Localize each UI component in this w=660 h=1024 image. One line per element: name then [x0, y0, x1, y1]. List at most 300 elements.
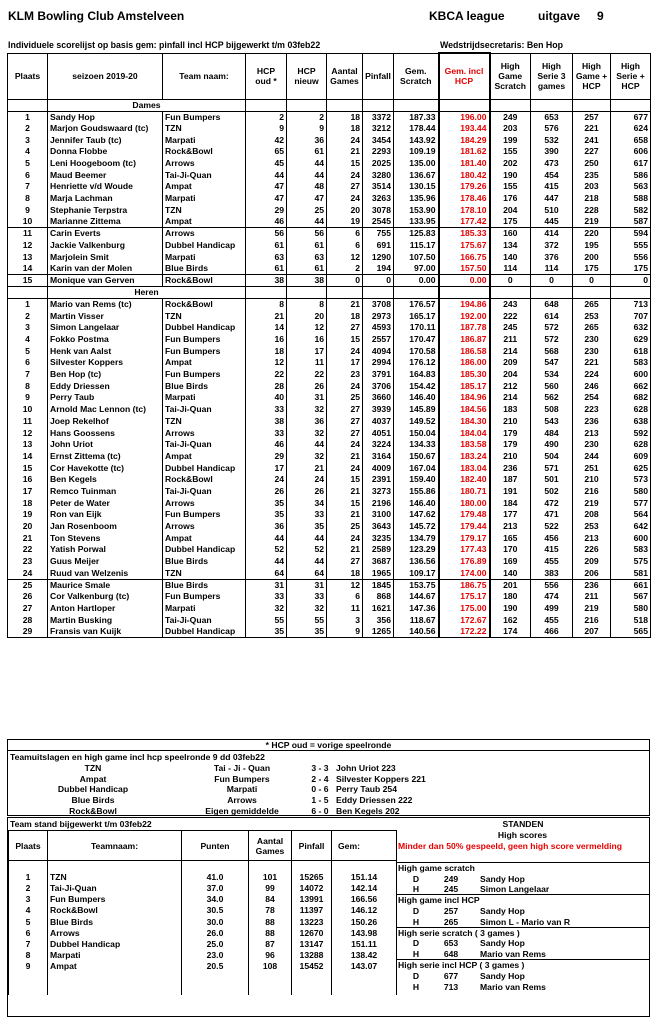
player-cell: 46	[246, 216, 287, 228]
player-cell: 28	[246, 380, 287, 392]
player-cell: 175	[611, 263, 651, 275]
high-scores-title: High scores	[497, 830, 548, 841]
standings-cell: 4	[9, 905, 48, 916]
col-header: HCP nieuw	[287, 53, 327, 99]
player-cell: 592	[611, 427, 651, 439]
player-cell: 206	[573, 567, 611, 579]
player-cell: 185.30	[439, 369, 490, 381]
player-cell: 134.79	[394, 532, 439, 544]
player-cell: 226	[573, 544, 611, 556]
player-cell: 588	[611, 193, 651, 205]
player-cell: 445	[531, 216, 573, 228]
player-cell: 3791	[363, 369, 394, 381]
standings-row	[9, 894, 397, 905]
standings-cell: 30.5	[182, 905, 249, 916]
player-cell: 27	[327, 322, 363, 334]
player-cell: 153.75	[394, 579, 439, 591]
player-cell: 556	[531, 579, 573, 591]
standings-row	[9, 883, 397, 894]
player-cell: 484	[531, 427, 573, 439]
player-cell: 45	[246, 158, 287, 170]
player-cell: Dubbel Handicap	[163, 626, 246, 638]
player-cell: Cor Valkenburg (tc)	[48, 591, 163, 603]
player-cell: 236	[573, 579, 611, 591]
player-cell: 24	[8, 567, 48, 579]
player-cell: 583	[611, 357, 651, 369]
player-cell: 624	[611, 123, 651, 135]
standings-row	[9, 872, 397, 883]
player-cell: 176.12	[394, 357, 439, 369]
secretary: Wedstrijdsecretaris: Ben Hop	[440, 40, 564, 50]
player-cell: 18	[327, 310, 363, 322]
player-cell: 210	[490, 451, 531, 463]
player-row	[8, 263, 651, 275]
player-cell: 177	[490, 509, 531, 521]
high-score-cell: H	[412, 948, 420, 959]
player-cell: Anton Hartloper	[48, 603, 163, 615]
league-title: KBCA league	[429, 9, 505, 23]
player-cell: Arrows	[163, 521, 246, 533]
player-cell: 12	[327, 251, 363, 263]
result-cell: Marpati	[226, 784, 258, 795]
player-cell: 254	[573, 392, 611, 404]
player-cell: 1965	[363, 567, 394, 579]
player-cell: 180.71	[439, 486, 490, 498]
player-row	[8, 404, 651, 416]
player-cell: 575	[611, 556, 651, 568]
player-cell: Donna Flobbe	[48, 146, 163, 158]
player-cell: 2	[327, 263, 363, 275]
player-cell: Arrows	[163, 228, 246, 240]
high-score-group-row	[396, 895, 649, 906]
standings-cell: Rock&Bowl	[48, 905, 182, 916]
standings-spacer	[292, 984, 332, 995]
player-cell: 216	[573, 486, 611, 498]
player-cell: Ampat	[163, 357, 246, 369]
player-cell: 140	[490, 251, 531, 263]
player-cell: 230	[573, 345, 611, 357]
player-cell: 194	[363, 263, 394, 275]
player-cell: Ampat	[163, 532, 246, 544]
player-cell: 47	[246, 193, 287, 205]
player-cell: 179.44	[439, 521, 490, 533]
result-cell: Tai - Ji - Quan	[213, 763, 271, 774]
high-score-cell: 249	[443, 873, 459, 884]
player-cell: 518	[611, 614, 651, 626]
section-spacer	[490, 99, 531, 111]
high-score-row	[396, 949, 649, 960]
standings-spacer-row	[9, 861, 397, 872]
player-cell: 22	[246, 369, 287, 381]
player-cell: 3235	[363, 532, 394, 544]
standings-spacer	[9, 861, 48, 872]
player-cell: 15	[327, 474, 363, 486]
player-cell: 143.92	[394, 134, 439, 146]
player-cell: Marjon Goudswaard (tc)	[48, 123, 163, 135]
player-cell: 210	[490, 416, 531, 428]
player-cell: 11	[8, 228, 48, 240]
player-cell: 3	[327, 614, 363, 626]
player-cell: 580	[611, 603, 651, 615]
player-cell: 186.87	[439, 334, 490, 346]
player-cell: 202	[490, 158, 531, 170]
player-cell: 24	[327, 380, 363, 392]
player-cell: 0	[490, 275, 531, 287]
player-cell: 499	[531, 603, 573, 615]
standings-cell: 8	[9, 950, 48, 961]
section-spacer	[531, 287, 573, 299]
player-cell: Cor Havekotte (tc)	[48, 462, 163, 474]
player-cell: 2	[287, 111, 327, 123]
individual-score-table	[7, 52, 651, 638]
player-cell: 167.04	[394, 462, 439, 474]
result-row	[8, 805, 484, 816]
high-score-row	[396, 981, 649, 992]
player-cell: 172.22	[439, 626, 490, 638]
result-cell: Arrows	[227, 795, 257, 806]
player-cell: 6	[327, 228, 363, 240]
player-cell: 236	[573, 416, 611, 428]
player-cell: 629	[611, 334, 651, 346]
player-cell: 21	[327, 146, 363, 158]
player-cell: 2994	[363, 357, 394, 369]
player-cell: 19	[8, 509, 48, 521]
section-spacer	[439, 287, 490, 299]
player-cell: 36	[287, 416, 327, 428]
player-cell: 17	[287, 345, 327, 357]
player-cell: 35	[287, 521, 327, 533]
result-row	[8, 774, 484, 785]
standings-cell: 5	[9, 916, 48, 927]
player-cell: 183.04	[439, 462, 490, 474]
player-cell: 219	[573, 216, 611, 228]
high-score-cell: Sandy Hop	[480, 938, 525, 949]
player-cell: 474	[531, 591, 573, 603]
player-cell: Marpati	[163, 392, 246, 404]
player-cell: 587	[611, 216, 651, 228]
player-cell: Marpati	[163, 603, 246, 615]
player-cell: 183	[490, 404, 531, 416]
player-cell: 97.00	[394, 263, 439, 275]
player-cell: 179.17	[439, 532, 490, 544]
player-row	[8, 380, 651, 392]
result-cell: Ben Kegels 202	[336, 805, 400, 816]
high-scores-note-row	[396, 841, 649, 852]
player-cell: 24	[327, 169, 363, 181]
player-cell: 183.24	[439, 451, 490, 463]
player-cell: Mario van Rems (tc)	[48, 299, 163, 311]
standings-row	[9, 950, 397, 961]
standings-table	[8, 830, 397, 995]
player-cell: 0.00	[394, 275, 439, 287]
result-cell: Blue Birds	[71, 795, 115, 806]
player-cell: 147.62	[394, 509, 439, 521]
player-cell: 230	[573, 334, 611, 346]
player-cell: 868	[363, 591, 394, 603]
player-cell: 472	[531, 497, 573, 509]
col-header: seizoen 2019-20	[48, 53, 163, 99]
standings-cell: 6	[9, 928, 48, 939]
player-cell: Rock&Bowl	[163, 275, 246, 287]
player-cell: 447	[531, 193, 573, 205]
player-cell: 31	[246, 579, 287, 591]
player-cell: 4	[8, 146, 48, 158]
player-cell: 184.30	[439, 416, 490, 428]
player-cell: Ben Kegels	[48, 474, 163, 486]
high-score-cell: H	[412, 884, 420, 895]
section-spacer	[573, 99, 611, 111]
player-cell: 23	[327, 369, 363, 381]
player-cell: Blue Birds	[163, 579, 246, 591]
player-cell: 52	[246, 544, 287, 556]
player-cell: 165.17	[394, 310, 439, 322]
player-cell: 390	[531, 146, 573, 158]
player-cell: 219	[573, 497, 611, 509]
player-cell: 642	[611, 521, 651, 533]
player-cell: 64	[287, 567, 327, 579]
standings-cell: 2	[9, 883, 48, 894]
player-cell: 179	[490, 427, 531, 439]
player-cell: 376	[531, 251, 573, 263]
standings-row	[9, 905, 397, 916]
player-cell: 200	[573, 251, 611, 263]
player-cell: 3263	[363, 193, 394, 205]
player-cell: 24	[246, 474, 287, 486]
player-cell: 563	[611, 181, 651, 193]
player-cell: 25	[8, 579, 48, 591]
player-cell: 1	[8, 111, 48, 123]
player-row	[8, 169, 651, 181]
player-cell: John Uriot	[48, 439, 163, 451]
player-cell: 159.40	[394, 474, 439, 486]
player-cell: 600	[611, 532, 651, 544]
player-cell: 250	[573, 158, 611, 170]
player-cell: 677	[611, 111, 651, 123]
player-cell: 356	[363, 614, 394, 626]
player-cell: 118.67	[394, 614, 439, 626]
player-cell: 27	[327, 416, 363, 428]
player-cell: 216	[573, 614, 611, 626]
standings-cell: 84	[249, 894, 292, 905]
player-cell: 181.40	[439, 158, 490, 170]
player-cell: 179.48	[439, 509, 490, 521]
player-cell: 24	[327, 439, 363, 451]
player-row	[8, 474, 651, 486]
player-cell: 46	[246, 439, 287, 451]
player-cell: 1265	[363, 626, 394, 638]
player-cell: Karin van der Molen	[48, 263, 163, 275]
standings-spacer-row	[9, 972, 397, 983]
player-cell: 4	[8, 334, 48, 346]
high-score-cell: 713	[443, 981, 459, 992]
player-cell: Guus Meijer	[48, 556, 163, 568]
player-cell: 123.29	[394, 544, 439, 556]
high-score-group-label: High serie scratch ( 3 games )	[396, 927, 649, 938]
high-score-cell: 265	[443, 916, 459, 927]
player-cell: 28	[8, 614, 48, 626]
player-cell: 213	[573, 532, 611, 544]
standings-spacer	[292, 972, 332, 983]
standings-row	[9, 961, 397, 972]
player-cell: Martin Visser	[48, 310, 163, 322]
result-cell: Rock&Bowl	[69, 805, 117, 816]
player-cell: Fun Bumpers	[163, 591, 246, 603]
player-cell: 219	[573, 603, 611, 615]
player-cell: Fun Bumpers	[163, 509, 246, 521]
player-cell: 2973	[363, 310, 394, 322]
player-cell: 543	[531, 416, 573, 428]
player-cell: 0	[573, 275, 611, 287]
player-cell: 186.58	[439, 345, 490, 357]
section-spacer	[573, 287, 611, 299]
section-spacer	[8, 287, 48, 299]
player-row	[8, 299, 651, 311]
player-row	[8, 497, 651, 509]
player-cell: Hans Goossens	[48, 427, 163, 439]
section-spacer	[363, 99, 394, 111]
high-scores-gap	[396, 852, 649, 863]
player-cell: 172.67	[439, 614, 490, 626]
standings-cell: 88	[249, 916, 292, 927]
player-cell: 136.67	[394, 169, 439, 181]
player-cell: 18	[246, 345, 287, 357]
player-cell: 244	[573, 451, 611, 463]
player-cell: 4009	[363, 462, 394, 474]
player-cell: Martin Busking	[48, 614, 163, 626]
player-cell: 146.40	[394, 497, 439, 509]
player-cell: 44	[287, 169, 327, 181]
player-cell: 466	[531, 626, 573, 638]
player-cell: Dubbel Handicap	[163, 462, 246, 474]
player-cell: 145.89	[394, 404, 439, 416]
player-cell: 1290	[363, 251, 394, 263]
high-score-group-label: High game scratch	[396, 862, 649, 873]
player-cell: 14	[246, 322, 287, 334]
player-cell: 135.00	[394, 158, 439, 170]
player-cell: 140	[490, 567, 531, 579]
high-score-cell: D	[412, 938, 420, 949]
standings-spacer	[182, 972, 249, 983]
player-row	[8, 603, 651, 615]
standings-cell: 11397	[292, 905, 332, 916]
player-cell: 114	[490, 263, 531, 275]
player-row	[8, 357, 651, 369]
player-cell: 3514	[363, 181, 394, 193]
player-cell: 192.00	[439, 310, 490, 322]
player-row	[8, 111, 651, 123]
col-header: High Serie 3 games	[531, 53, 573, 99]
player-cell: 2	[246, 111, 287, 123]
player-cell: 3078	[363, 205, 394, 217]
player-cell: 204	[490, 205, 531, 217]
player-cell: 10	[8, 404, 48, 416]
player-cell: 21	[327, 299, 363, 311]
header-row	[8, 53, 651, 99]
player-cell: Leni Hoogeboom (tc)	[48, 158, 163, 170]
player-cell: Ruud van Welzenis	[48, 567, 163, 579]
player-cell: 555	[611, 240, 651, 252]
player-cell: 42	[246, 134, 287, 146]
standings-row	[9, 939, 397, 950]
player-cell: 195	[573, 240, 611, 252]
player-cell: 1	[8, 299, 48, 311]
standings-spacer	[249, 861, 292, 872]
standings-col-header: Punten	[182, 831, 249, 861]
player-cell: 583	[611, 544, 651, 556]
high-score-cell: Sandy Hop	[480, 970, 525, 981]
player-cell: Rock&Bowl	[163, 146, 246, 158]
player-cell: 24	[327, 193, 363, 205]
high-score-cell: Sandy Hop	[480, 905, 525, 916]
player-cell: 177.43	[439, 544, 490, 556]
standen-title: STANDEN	[502, 819, 544, 829]
player-cell: 174.00	[439, 567, 490, 579]
results-table	[8, 763, 484, 816]
high-score-cell: Simon L - Mario van R	[480, 916, 571, 927]
player-cell: 184.04	[439, 427, 490, 439]
player-cell: Marpati	[163, 251, 246, 263]
player-cell: 199	[490, 134, 531, 146]
player-cell: 21	[246, 310, 287, 322]
player-cell: 135.96	[394, 193, 439, 205]
player-row	[8, 509, 651, 521]
player-cell: 682	[611, 392, 651, 404]
player-cell: 582	[611, 205, 651, 217]
player-cell: 31	[287, 579, 327, 591]
player-row	[8, 439, 651, 451]
player-cell: 653	[531, 111, 573, 123]
player-cell: Eddy Driessen	[48, 380, 163, 392]
result-cell: 2 - 4	[311, 773, 329, 784]
player-cell: 9	[327, 626, 363, 638]
standings-cell: 108	[249, 961, 292, 972]
standings-spacer-row	[9, 984, 397, 995]
player-cell: 22	[8, 544, 48, 556]
player-cell: 25	[327, 521, 363, 533]
player-cell: 7	[8, 369, 48, 381]
player-cell: 181.62	[439, 146, 490, 158]
standings-cell: 99	[249, 883, 292, 894]
player-cell: 10	[8, 216, 48, 228]
player-cell: 594	[611, 228, 651, 240]
player-cell: 185.33	[439, 228, 490, 240]
col-header: Aantal Games	[327, 53, 363, 99]
player-cell: Monique van Gerven	[48, 275, 163, 287]
standings-spacer	[182, 984, 249, 995]
player-row	[8, 556, 651, 568]
result-cell: Silvester Koppers 221	[336, 773, 426, 784]
player-cell: 55	[287, 614, 327, 626]
high-score-cell: H	[412, 981, 420, 992]
result-cell: 6 - 0	[311, 805, 329, 816]
standings-cell: 1	[9, 872, 48, 883]
player-cell: 191	[490, 486, 531, 498]
player-row	[8, 193, 651, 205]
player-cell: 125.83	[394, 228, 439, 240]
player-cell: 3164	[363, 451, 394, 463]
player-cell: 26	[287, 486, 327, 498]
player-cell: 44	[287, 158, 327, 170]
col-header: High Serie + HCP	[611, 53, 651, 99]
player-cell: 2293	[363, 146, 394, 158]
standings-cell: 143.07	[332, 961, 397, 972]
player-cell: 109.17	[394, 567, 439, 579]
player-cell: Marjolein Smit	[48, 251, 163, 263]
player-cell: 251	[573, 462, 611, 474]
player-cell: 4051	[363, 427, 394, 439]
player-cell: 26	[8, 591, 48, 603]
player-cell: 2196	[363, 497, 394, 509]
